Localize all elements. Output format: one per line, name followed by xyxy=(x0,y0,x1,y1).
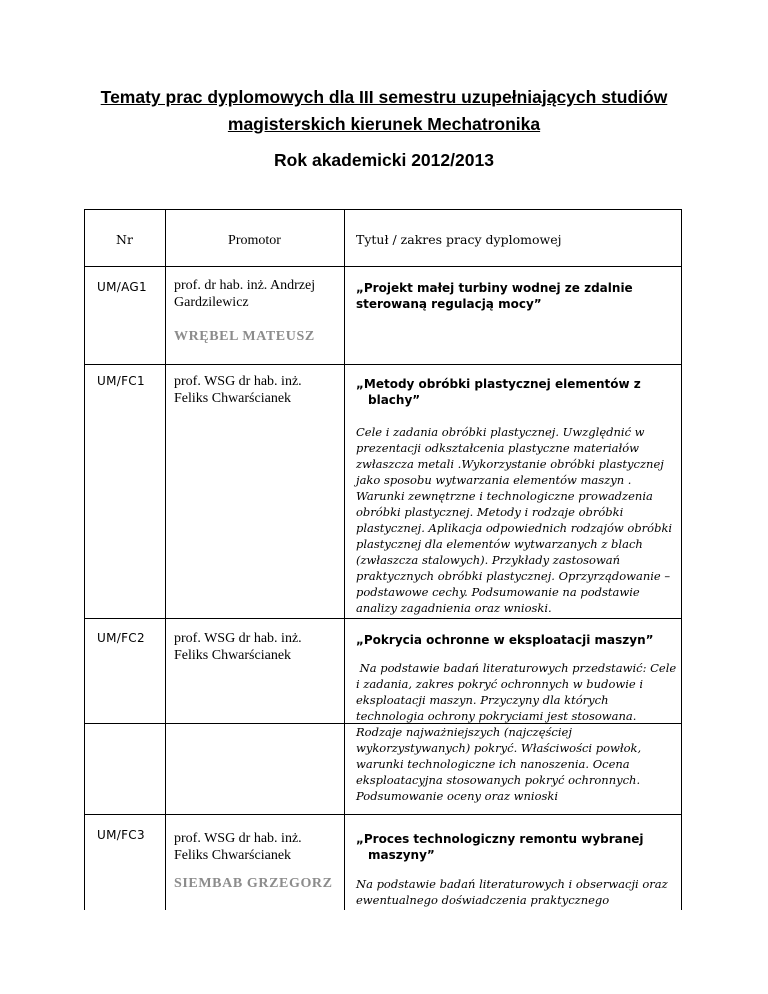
academic-year: Rok akademicki 2012/2013 xyxy=(274,150,494,170)
row-title: „Pokrycia ochronne w eksploatacji maszyn” xyxy=(356,633,654,647)
row-description: Na podstawie badań literaturowych i obserwacji oraz ewentualnego doświadczenia praktycznego xyxy=(356,877,668,907)
row-promotor: prof. WSG dr hab. inż. Feliks Chwarścianek xyxy=(174,631,302,663)
header-nr: Nr xyxy=(116,232,133,247)
row-description: Na podstawie badań literaturowych przedstawić: Cele i zadania, zakres pokryć ochronnych w budowie i eksploatacji maszyn. Przyczyny dla których technologia ochrony pokryciami jest stosowana. Rodzaje najważniejszych (najczęściej wykorzystywanych) pokryć. Właściwości powłok, warunki technologiczne ich nanoszenia. Ocena eksploatacyjna stosowanych pokryć ochronnych. Podsumowanie oceny oraz wnioski xyxy=(356,661,680,803)
row-nr: UM/FC3 xyxy=(97,828,145,842)
row-title: „Metody obróbki plastycznej elementów z blachy” xyxy=(356,377,641,407)
row-nr: UM/AG1 xyxy=(97,280,147,294)
page-title-line-1: Tematy prac dyplomowych dla III semestru uzupełniających studiów xyxy=(100,87,668,107)
row-title: „Projekt małej turbiny wodnej ze zdalnie sterowaną regulacją mocy” xyxy=(356,281,633,311)
row-promotor: prof. WSG dr hab. inż. Feliks Chwarścianek xyxy=(174,374,302,406)
row-nr: UM/FC1 xyxy=(97,374,145,388)
header-promotor: Promotor xyxy=(228,233,281,248)
row-promotor: prof. WSG dr hab. inż. Feliks Chwarścianek xyxy=(174,831,302,863)
row-title: „Proces technologiczny remontu wybranej maszyny” xyxy=(356,832,644,862)
page-title-line-2: magisterskich kierunek Mechatronika xyxy=(227,114,541,134)
student-name: WRĘBEL MATEUSZ xyxy=(174,329,315,344)
row-promotor: prof. dr hab. inż. Andrzej Gardzilewicz xyxy=(174,278,316,310)
student-name: SIEMBAB GRZEGORZ xyxy=(174,876,333,891)
header-title: Tytuł / zakres pracy dyplomowej xyxy=(356,232,562,247)
row-nr: UM/FC2 xyxy=(97,631,145,645)
row-description: Cele i zadania obróbki plastycznej. Uwzględnić w prezentacji odkształcenia plastyczne materiałów zwłaszcza metali .Wykorzystanie obróbki plastycznej jako sposobu wytwarzania elementów maszyn . Warunki zewnętrzne i technologiczne prowadzenia obróbki plastycznej. Metody i rodzaje obróbki plastycznej. Aplikacja odpowiednich rodzajów obróbki plastycznej dla elementów wytwarzanych z blach (zwłaszcza stalowych). Przykłady zastosowań praktycznych obróbki plastycznej. Oprzyrządowanie – podstawowe cechy. Podsumowanie na podstawie analizy zagadnienia oraz wnioski. xyxy=(356,425,673,615)
